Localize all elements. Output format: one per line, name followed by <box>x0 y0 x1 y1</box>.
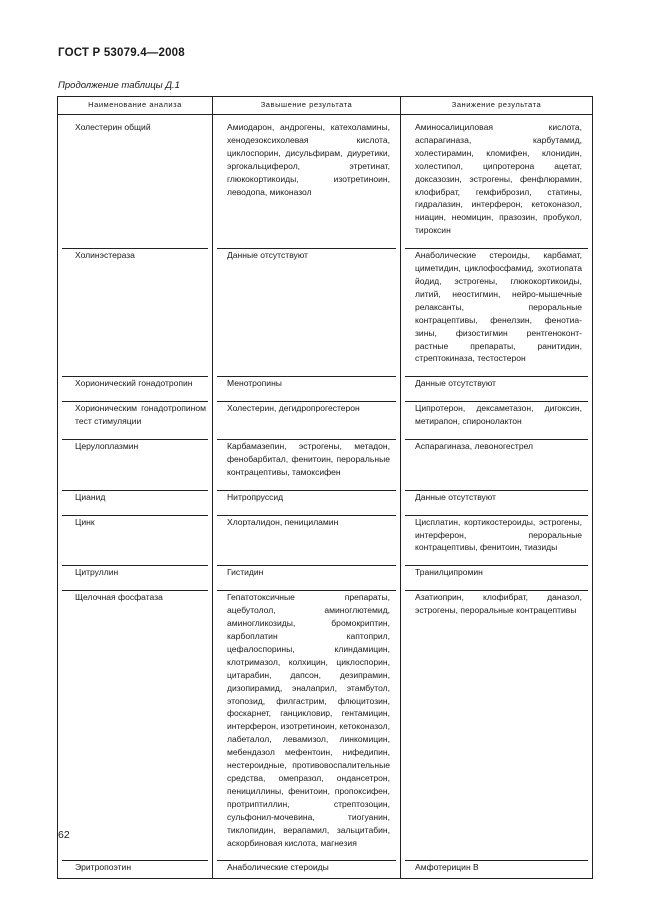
table-row <box>58 115 593 242</box>
table-row <box>58 241 593 369</box>
decrease-cell: Данные отсутствуют <box>405 490 588 505</box>
table-row <box>58 558 593 583</box>
table-row <box>58 369 593 394</box>
table-row <box>58 432 593 483</box>
analysis-table <box>57 96 593 879</box>
decrease-cell: Ципротерон, дексаметазон, дигоксин, метирапон, спиронолактон <box>405 401 588 429</box>
decrease-cell: Транилципромин <box>405 565 588 580</box>
increase-cell: Гепатотоксичные препараты, ацебутолол, аминоглютемид, аминогликозиды, бромокриптин, карбоплатин каптоприл, цефалоспорины, клиндамицин, клотримазол, колхицин, циклоспорин, цитарабин, дапсон, дезипрамин, дизопирамид, эналаприл, этамбутол, этопозид, филгастрим, флюцитозин, фоскарнет, ганцикловир, гентамицин, интерферон, изотретиноин, кетоконазол, лабеталол, левамизол, линкомицин, мебендазол мефентоин, нифедипин, нестероидные, противовоспалительные средства, омепразол, ондансетрон, пенициллины, фенитоин, пропоксифен, протриптиллин, стрептозоцин, сульфонил-мочевина, тиогуанин, тиклопидин, верапамил, зальцитабин, аскорбиновая кислота, магнезия <box>217 590 396 850</box>
table-row <box>58 483 593 508</box>
increase-cell: Нитропруссид <box>217 490 396 505</box>
increase-cell: Менотропины <box>217 376 396 391</box>
decrease-cell: Аминосалициловая кислота, аспарагиназа, карбутамид, холестирамин, кломифен, клонидин, холестипол, ципротерона ацетат, доксазозин, эстрогены, фенфлюрамин, клофибрат, гемфиброзил, статины, гидралазин, интерферон, кетоконазол, ниацин, неомицин, празозин, пробукол, тироксин <box>415 122 582 236</box>
column-header-analysis: Наименование анализа <box>58 97 213 115</box>
increase-cell: Хлорталидон, пенициламин <box>217 515 396 530</box>
decrease-cell: Данные отсутствуют <box>405 376 588 391</box>
analysis-name: Эритропоэтин <box>62 860 208 875</box>
decrease-cell: Амфотерицин В <box>405 860 588 875</box>
increase-cell: Анаболические стероиды <box>217 860 396 875</box>
decrease-cell: Аспарагиназа, левоногестрел <box>405 439 588 454</box>
table-row <box>58 508 593 559</box>
analysis-name: Холинэстераза <box>62 248 208 263</box>
page-number: 62 <box>58 829 70 841</box>
table-row <box>58 853 593 878</box>
table-caption: Продолжение таблицы Д.1 <box>58 80 180 91</box>
analysis-name: Щелочная фосфатаза <box>62 590 208 605</box>
decrease-cell: Цисплатин, кортикостероиды, эстрогены, интерферон, пероральные контрацептивы, фенитоин, тиазиды <box>405 515 588 556</box>
increase-cell: Гистидин <box>217 565 396 580</box>
increase-cell: Амиодарон, андрогены, катехоламины, хенодезоксихолевая кислота, циклоспорин, дисульфирам, диуретики, эргокальциферол, этретинат, глюкокортикоиды, изотретиноин, леводопа, миконазол <box>227 122 390 197</box>
decrease-cell: Азатиоприн, клофибрат, даназол, эстрогены, пероральные контрацептивы <box>405 590 588 618</box>
table-header-row <box>58 97 593 115</box>
analysis-name: Цинк <box>62 515 208 530</box>
table-row <box>58 583 593 853</box>
analysis-name: Цитруллин <box>62 565 208 580</box>
column-header-decrease: Занижение результата <box>401 97 593 115</box>
table-row <box>58 394 593 432</box>
analysis-name: Хорионическим гонадотропином тест стимуляции <box>62 401 208 429</box>
decrease-cell: Анаболические стероиды, карбамат, циметидин, циклофосфамид, эхотиопата йодид, эстрогены, глюкокортикоиды, литий, неостигмин, нейро-мышечные релаксанты, пероральные контрацептивы, фенелзин, фенотиа-зины, физостигмин рентгеноконт-растные препараты, ранитидин, стрептокиназа, тестостерон <box>405 248 588 366</box>
analysis-name: Холестерин общий <box>75 122 151 132</box>
document-header: ГОСТ Р 53079.4—2008 <box>58 47 185 59</box>
increase-cell: Холестерин, дегидропрогестерон <box>217 401 396 416</box>
column-header-increase: Завышение результата <box>213 97 401 115</box>
increase-cell: Данные отсутствуют <box>217 248 396 263</box>
increase-cell: Карбамазепин, эстрогены, метадон, фенобарбитал, фенитоин, пероральные контрацептивы, тамоксифен <box>217 439 396 480</box>
analysis-name: Цианид <box>62 490 208 505</box>
analysis-name: Церулоплазмин <box>62 439 208 454</box>
analysis-name: Хорионический гонадотропин <box>62 376 208 391</box>
